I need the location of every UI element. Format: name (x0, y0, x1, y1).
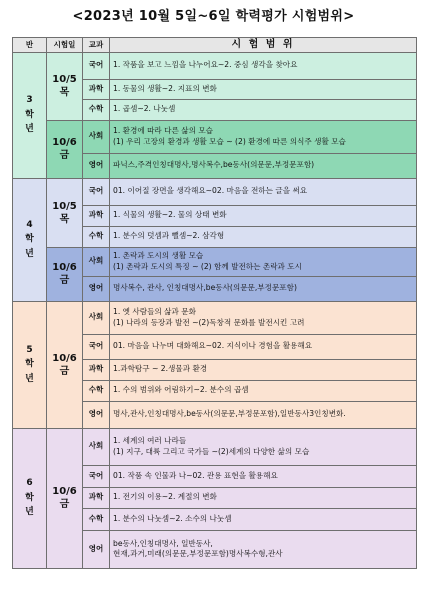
scope-cell (110, 530, 417, 568)
subject-cell: 국어 (83, 52, 110, 79)
scope-line: 1. 동물의 생활~2. 지표의 변화 (113, 83, 217, 93)
grade-label-char: 3 (26, 95, 33, 106)
exam-date: 10/6 (52, 262, 77, 273)
grade-label-char: 년 (25, 124, 34, 135)
subject-cell: 수학 (83, 380, 110, 401)
scope-cell (110, 226, 417, 247)
subject-cell: 수학 (83, 99, 110, 120)
exam-date-cell (47, 178, 83, 247)
grade-cell (13, 428, 47, 568)
header-scope: 시 험 범 위 (110, 38, 417, 53)
grade-label-char: 학 (25, 359, 34, 370)
table-row (13, 247, 417, 276)
scope-line: 01. 마음을 나누며 대화해요~02. 지식이나 경험을 활용해요 (113, 341, 313, 351)
grade-label-char: 년 (25, 507, 34, 518)
exam-day: 목 (59, 213, 70, 225)
scope-cell (110, 487, 417, 508)
subject-cell: 과학 (83, 359, 110, 380)
subject-cell: 과학 (83, 79, 110, 99)
grade-label-char: 년 (25, 248, 34, 259)
grade-cell (13, 178, 47, 301)
scope-line: 1.과학탐구 ~ 2.생물과 환경 (113, 364, 208, 374)
page-title: <2023년 10월 5일~6일 학력평가 시험범위> (72, 9, 355, 24)
scope-cell (110, 205, 417, 226)
table-row (13, 178, 417, 205)
scope-line: 1. 분수의 덧셈과 뺄셈~2. 삼각형 (113, 231, 225, 241)
header-grade: 반 (13, 38, 47, 53)
grade-cell (13, 301, 47, 428)
grade-label-char: 년 (25, 373, 34, 384)
exam-day: 금 (59, 499, 70, 510)
scope-line: 1. 식물의 생활~2. 물의 상태 변화 (113, 210, 227, 220)
subject-cell: 수학 (83, 226, 110, 247)
grade-label-char: 학 (25, 492, 34, 503)
scope-cell (110, 465, 417, 487)
scope-line: 1. 곱셈~2. 나눗셈 (113, 104, 176, 114)
table-row (13, 52, 417, 79)
subject-cell: 영어 (83, 153, 110, 178)
scope-cell (110, 120, 417, 153)
scope-line: 1. 환경에 따라 다른 삶의 모습 (113, 126, 214, 136)
header-subject: 교과 (83, 38, 110, 53)
table-row (13, 301, 417, 334)
subject-cell: 과학 (83, 205, 110, 226)
exam-scope-table (12, 37, 417, 569)
exam-day: 금 (59, 365, 70, 377)
exam-day: 금 (59, 275, 70, 286)
scope-line: 명사,관사,인칭대명사,be동사(의문문,부정문포함),일반동사3인칭변화. (113, 409, 346, 419)
scope-cell (110, 276, 417, 301)
scope-line: 1. 수의 범위와 어림하기~2. 분수의 곱셈 (113, 385, 249, 395)
subject-cell: 사회 (83, 428, 110, 465)
exam-date: 10/6 (52, 486, 77, 497)
scope-cell (110, 178, 417, 205)
exam-date-cell (47, 247, 83, 301)
scope-line: 01. 작품 속 인물과 나~02. 관용 표현을 활용해요 (113, 470, 278, 480)
scope-cell (110, 334, 417, 359)
grade-label-char: 6 (26, 478, 33, 489)
table-row (13, 120, 417, 153)
exam-date: 10/6 (52, 137, 77, 148)
grade-cell (13, 52, 47, 178)
subject-cell: 수학 (83, 508, 110, 530)
exam-day: 목 (59, 87, 70, 98)
scope-line: 파닉스,주격인칭대명사,명사복수,be동사(의문문,부정문포함) (113, 160, 315, 170)
exam-date-cell (47, 428, 83, 568)
exam-date-cell (47, 120, 83, 178)
scope-line: 1. 전기의 이용~2. 계절의 변화 (113, 492, 217, 502)
table-row (13, 428, 417, 465)
scope-cell (110, 99, 417, 120)
exam-day: 금 (59, 150, 70, 161)
grade-label-char: 5 (26, 344, 33, 355)
subject-cell: 과학 (83, 487, 110, 508)
scope-line: (1) 나라의 등장과 발전 ~(2)독창적 문화를 발전시킨 고려 (113, 317, 305, 327)
scope-cell (110, 79, 417, 99)
subject-cell: 국어 (83, 178, 110, 205)
subject-cell: 사회 (83, 247, 110, 276)
grade-label-char: 학 (25, 109, 34, 120)
exam-date: 10/6 (52, 352, 77, 364)
subject-cell: 영어 (83, 276, 110, 301)
scope-line: 1. 촌락과 도시의 생활 모습 (113, 251, 204, 261)
exam-date: 10/5 (52, 74, 77, 85)
scope-cell (110, 508, 417, 530)
subject-cell: 영어 (83, 401, 110, 428)
subject-cell: 영어 (83, 530, 110, 568)
scope-cell (110, 428, 417, 465)
table-body (13, 52, 417, 568)
scope-line: 명사복수, 관사, 인칭대명사,be동사(의문문,부정문포함) (113, 283, 297, 293)
grade-label-char: 학 (25, 234, 34, 245)
scope-cell (110, 380, 417, 401)
scope-line: (1) 지구, 대륙 그리고 국가들 ~(2)세계의 다양한 삶의 모습 (113, 446, 310, 456)
subject-cell: 국어 (83, 465, 110, 487)
scope-cell (110, 359, 417, 380)
scope-line: 1. 작품을 보고 느낌을 나누어요~2. 중심 생각을 찾아요 (113, 60, 298, 70)
exam-date-cell (47, 52, 83, 120)
subject-cell: 국어 (83, 334, 110, 359)
scope-cell (110, 153, 417, 178)
subject-cell: 사회 (83, 301, 110, 334)
scope-line: 1. 세계의 여러 나라들 (113, 436, 187, 446)
exam-date-cell (47, 301, 83, 428)
header-date: 시험일 (47, 38, 83, 53)
scope-line: 1. 분수의 나눗셈~2. 소수의 나눗셈 (113, 513, 232, 523)
exam-date: 10/5 (52, 200, 77, 212)
subject-cell: 사회 (83, 120, 110, 153)
scope-cell (110, 52, 417, 79)
grade-label-char: 4 (26, 219, 33, 230)
scope-cell (110, 247, 417, 276)
scope-cell (110, 401, 417, 428)
scope-line: be동사,인칭대명사, 일반동사, (113, 538, 213, 548)
scope-line: 1. 옛 사람들의 삶과 문화 (113, 307, 196, 317)
scope-line: 현재,과거,미래(의문문,부정문포함)명사복수형,관사 (113, 549, 283, 558)
scope-line: 01. 이어질 장면을 생각해요~02. 마음을 전하는 글을 써요 (113, 186, 308, 196)
scope-line: (1) 촌락과 도시의 특징 ~ (2) 함께 발전하는 촌락과 도시 (113, 261, 302, 271)
scope-cell (110, 301, 417, 334)
scope-line: (1) 우리 고장의 환경과 생활 모습 ~ (2) 환경에 따른 의식주 생활 모습 (113, 136, 346, 146)
